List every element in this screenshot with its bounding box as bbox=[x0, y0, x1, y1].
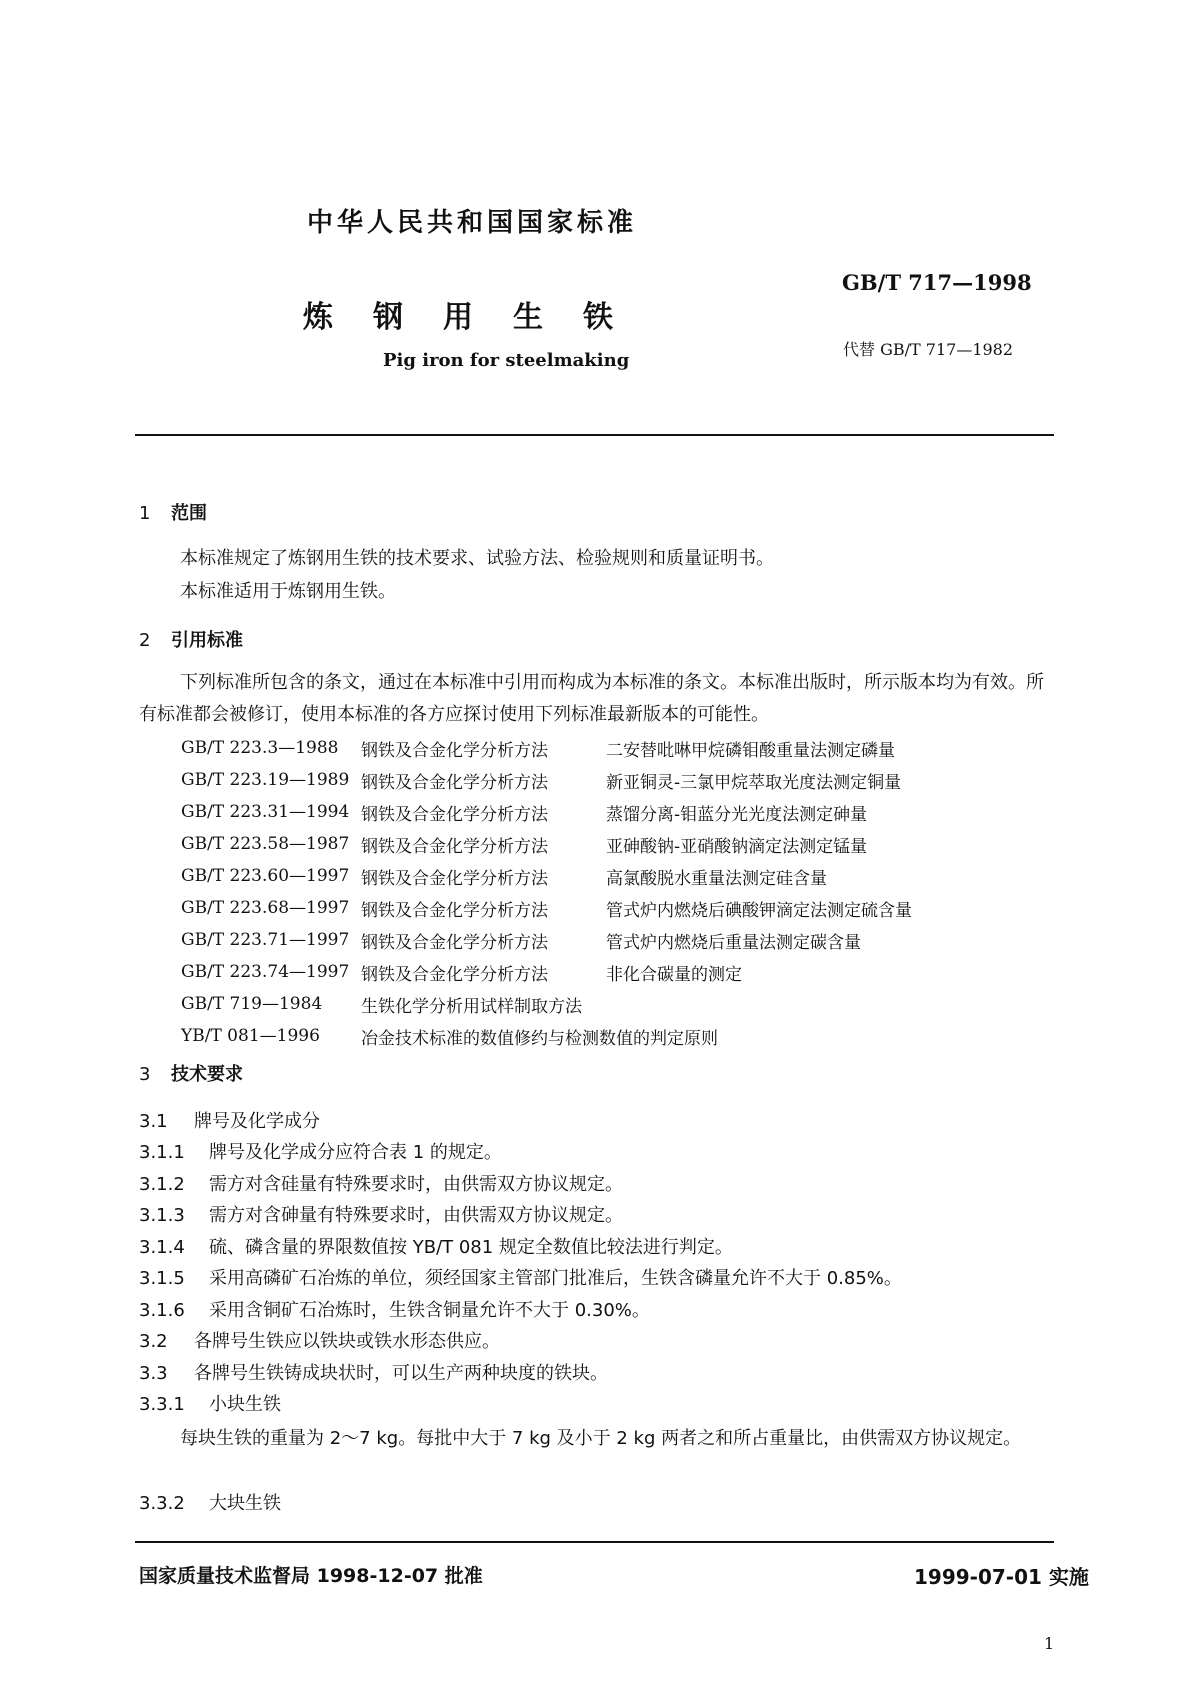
clause-text: 采用含铜矿石冶炼时，生铁含铜量允许不大于 0.30%。 bbox=[209, 1300, 650, 1321]
clause-text: 需方对含砷量有特殊要求时，由供需双方协议规定。 bbox=[209, 1205, 623, 1226]
ref-method: 钢铁及合金化学分析方法 bbox=[361, 836, 548, 857]
clause-number: 3.1.4 bbox=[139, 1237, 185, 1258]
ref-detail: 高氯酸脱水重量法测定硅含量 bbox=[606, 868, 827, 889]
section-number: 3 bbox=[139, 1064, 151, 1085]
ref-code: GB/T 223.31—1994 bbox=[181, 802, 350, 822]
ref-method: 钢铁及合金化学分析方法 bbox=[361, 900, 548, 921]
clause-text: 采用高磷矿石冶炼的单位，须经国家主管部门批准后，生铁含磷量允许不大于 0.85%。 bbox=[209, 1268, 902, 1289]
clause-3-1-4 bbox=[139, 1233, 733, 1259]
ref-detail: 新亚铜灵-三氯甲烷萃取光度法测定铜量 bbox=[606, 772, 902, 793]
table-row bbox=[181, 1020, 912, 1052]
ref-code: GB/T 223.74—1997 bbox=[181, 962, 350, 982]
ref-method: 钢铁及合金化学分析方法 bbox=[361, 932, 548, 953]
page-number: 1 bbox=[1044, 1634, 1055, 1653]
clause-3-3-1 bbox=[139, 1390, 281, 1416]
clause-3-1-2 bbox=[139, 1170, 623, 1196]
clause-number: 3.2 bbox=[139, 1331, 168, 1352]
header-divider bbox=[135, 434, 1054, 436]
ref-detail: 管式炉内燃烧后重量法测定碳含量 bbox=[606, 932, 861, 953]
table-row bbox=[181, 732, 912, 764]
ref-code: GB/T 223.58—1987 bbox=[181, 834, 350, 854]
clause-number: 3.1.6 bbox=[139, 1300, 185, 1321]
footer-divider bbox=[135, 1541, 1054, 1543]
ref-detail: 蒸馏分离-钼蓝分光光度法测定砷量 bbox=[606, 804, 868, 825]
table-row bbox=[181, 796, 912, 828]
ref-detail: 非化合碳量的测定 bbox=[606, 964, 742, 985]
clause-3-3 bbox=[139, 1359, 608, 1385]
table-row bbox=[181, 860, 912, 892]
section-title: 引用标准 bbox=[171, 630, 243, 651]
ref-detail: 生铁化学分析用试样制取方法 bbox=[361, 996, 582, 1017]
section-number: 1 bbox=[139, 503, 151, 524]
section-1-paragraph-1: 本标准规定了炼钢用生铁的技术要求、试验方法、检验规则和质量证明书。 bbox=[180, 548, 774, 569]
section-2-intro: 下列标准所包含的条文，通过在本标准中引用而构成为本标准的条文。本标准出版时，所示版本均为有效。所有标准都会被修订，使用本标准的各方应探讨使用下列标准最新版本的可能性。 bbox=[139, 672, 1044, 725]
clause-number: 3.3 bbox=[139, 1363, 168, 1384]
effective-date: 1999-07-01 实施 bbox=[914, 1565, 1089, 1589]
ref-method: 钢铁及合金化学分析方法 bbox=[361, 964, 548, 985]
ref-code: YB/T 081—1996 bbox=[181, 1026, 320, 1046]
clause-text: 硫、磷含量的界限数值按 YB/T 081 规定全数值比较法进行判定。 bbox=[209, 1237, 733, 1258]
ref-detail: 冶金技术标准的数值修约与检测数值的判定原则 bbox=[361, 1028, 718, 1049]
clause-number: 3.1.3 bbox=[139, 1205, 185, 1226]
section-1-paragraph-2: 本标准适用于炼钢用生铁。 bbox=[180, 581, 396, 602]
clause-number: 3.3.2 bbox=[139, 1493, 185, 1514]
table-row bbox=[181, 924, 912, 956]
table-row bbox=[181, 828, 912, 860]
clause-number: 3.1 bbox=[139, 1111, 168, 1132]
clause-3-1 bbox=[139, 1107, 320, 1133]
replaces-standard: 代替 GB/T 717—1982 bbox=[843, 340, 1014, 359]
ref-method: 钢铁及合金化学分析方法 bbox=[361, 740, 548, 761]
clause-3-1-6 bbox=[139, 1296, 650, 1322]
clause-text: 大块生铁 bbox=[209, 1493, 281, 1514]
clause-3-1-3 bbox=[139, 1201, 623, 1227]
ref-method: 钢铁及合金化学分析方法 bbox=[361, 772, 548, 793]
ref-method: 钢铁及合金化学分析方法 bbox=[361, 868, 548, 889]
ref-detail: 管式炉内燃烧后碘酸钾滴定法测定硫含量 bbox=[606, 900, 912, 921]
section-title: 范围 bbox=[171, 503, 207, 524]
small-block-description: 每块生铁的重量为 2～7 kg。每批中大于 7 kg 及小于 2 kg 两者之和所占重量比，由供需双方协议规定。 bbox=[180, 1428, 1022, 1449]
clause-text: 需方对含硅量有特殊要求时，由供需双方协议规定。 bbox=[209, 1174, 623, 1195]
ref-code: GB/T 223.71—1997 bbox=[181, 930, 350, 950]
section-1-heading bbox=[139, 499, 207, 525]
clause-3-2 bbox=[139, 1327, 500, 1353]
approval-line: 国家质量技术监督局 1998-12-07 批准 bbox=[139, 1565, 483, 1587]
section-3-heading bbox=[139, 1060, 243, 1086]
ref-method: 钢铁及合金化学分析方法 bbox=[361, 804, 548, 825]
clause-text: 小块生铁 bbox=[209, 1394, 281, 1415]
document-title: 炼钢用生铁 bbox=[303, 300, 653, 335]
section-2-heading bbox=[139, 626, 243, 652]
clause-3-1-5 bbox=[139, 1264, 902, 1290]
standard-number: GB/T 717—1998 bbox=[842, 270, 1032, 295]
ref-code: GB/T 223.3—1988 bbox=[181, 738, 339, 758]
ref-code: GB/T 223.19—1989 bbox=[181, 770, 350, 790]
clause-number: 3.3.1 bbox=[139, 1394, 185, 1415]
table-row bbox=[181, 988, 912, 1020]
clause-3-1-1 bbox=[139, 1138, 502, 1164]
national-standard-title: 中华人民共和国国家标准 bbox=[307, 208, 638, 238]
clause-text: 各牌号生铁应以铁块或铁水形态供应。 bbox=[194, 1331, 500, 1352]
table-row bbox=[181, 956, 912, 988]
clause-text: 牌号及化学成分应符合表 1 的规定。 bbox=[209, 1142, 502, 1163]
ref-code: GB/T 223.68—1997 bbox=[181, 898, 350, 918]
reference-standards-table bbox=[181, 732, 912, 1052]
ref-detail: 亚砷酸钠-亚硝酸钠滴定法测定锰量 bbox=[606, 836, 868, 857]
ref-code: GB/T 719—1984 bbox=[181, 994, 323, 1014]
document-title-english: Pig iron for steelmaking bbox=[383, 350, 630, 371]
section-title: 技术要求 bbox=[171, 1064, 243, 1085]
ref-detail: 二安替吡啉甲烷磷钼酸重量法测定磷量 bbox=[606, 740, 895, 761]
clause-3-3-2 bbox=[139, 1489, 281, 1515]
clause-text: 牌号及化学成分 bbox=[194, 1111, 320, 1132]
table-row bbox=[181, 764, 912, 796]
clause-number: 3.1.5 bbox=[139, 1268, 185, 1289]
clause-text: 各牌号生铁铸成块状时，可以生产两种块度的铁块。 bbox=[194, 1363, 608, 1384]
ref-code: GB/T 223.60—1997 bbox=[181, 866, 350, 886]
clause-number: 3.1.1 bbox=[139, 1142, 185, 1163]
clause-number: 3.1.2 bbox=[139, 1174, 185, 1195]
section-number: 2 bbox=[139, 630, 151, 651]
table-row bbox=[181, 892, 912, 924]
